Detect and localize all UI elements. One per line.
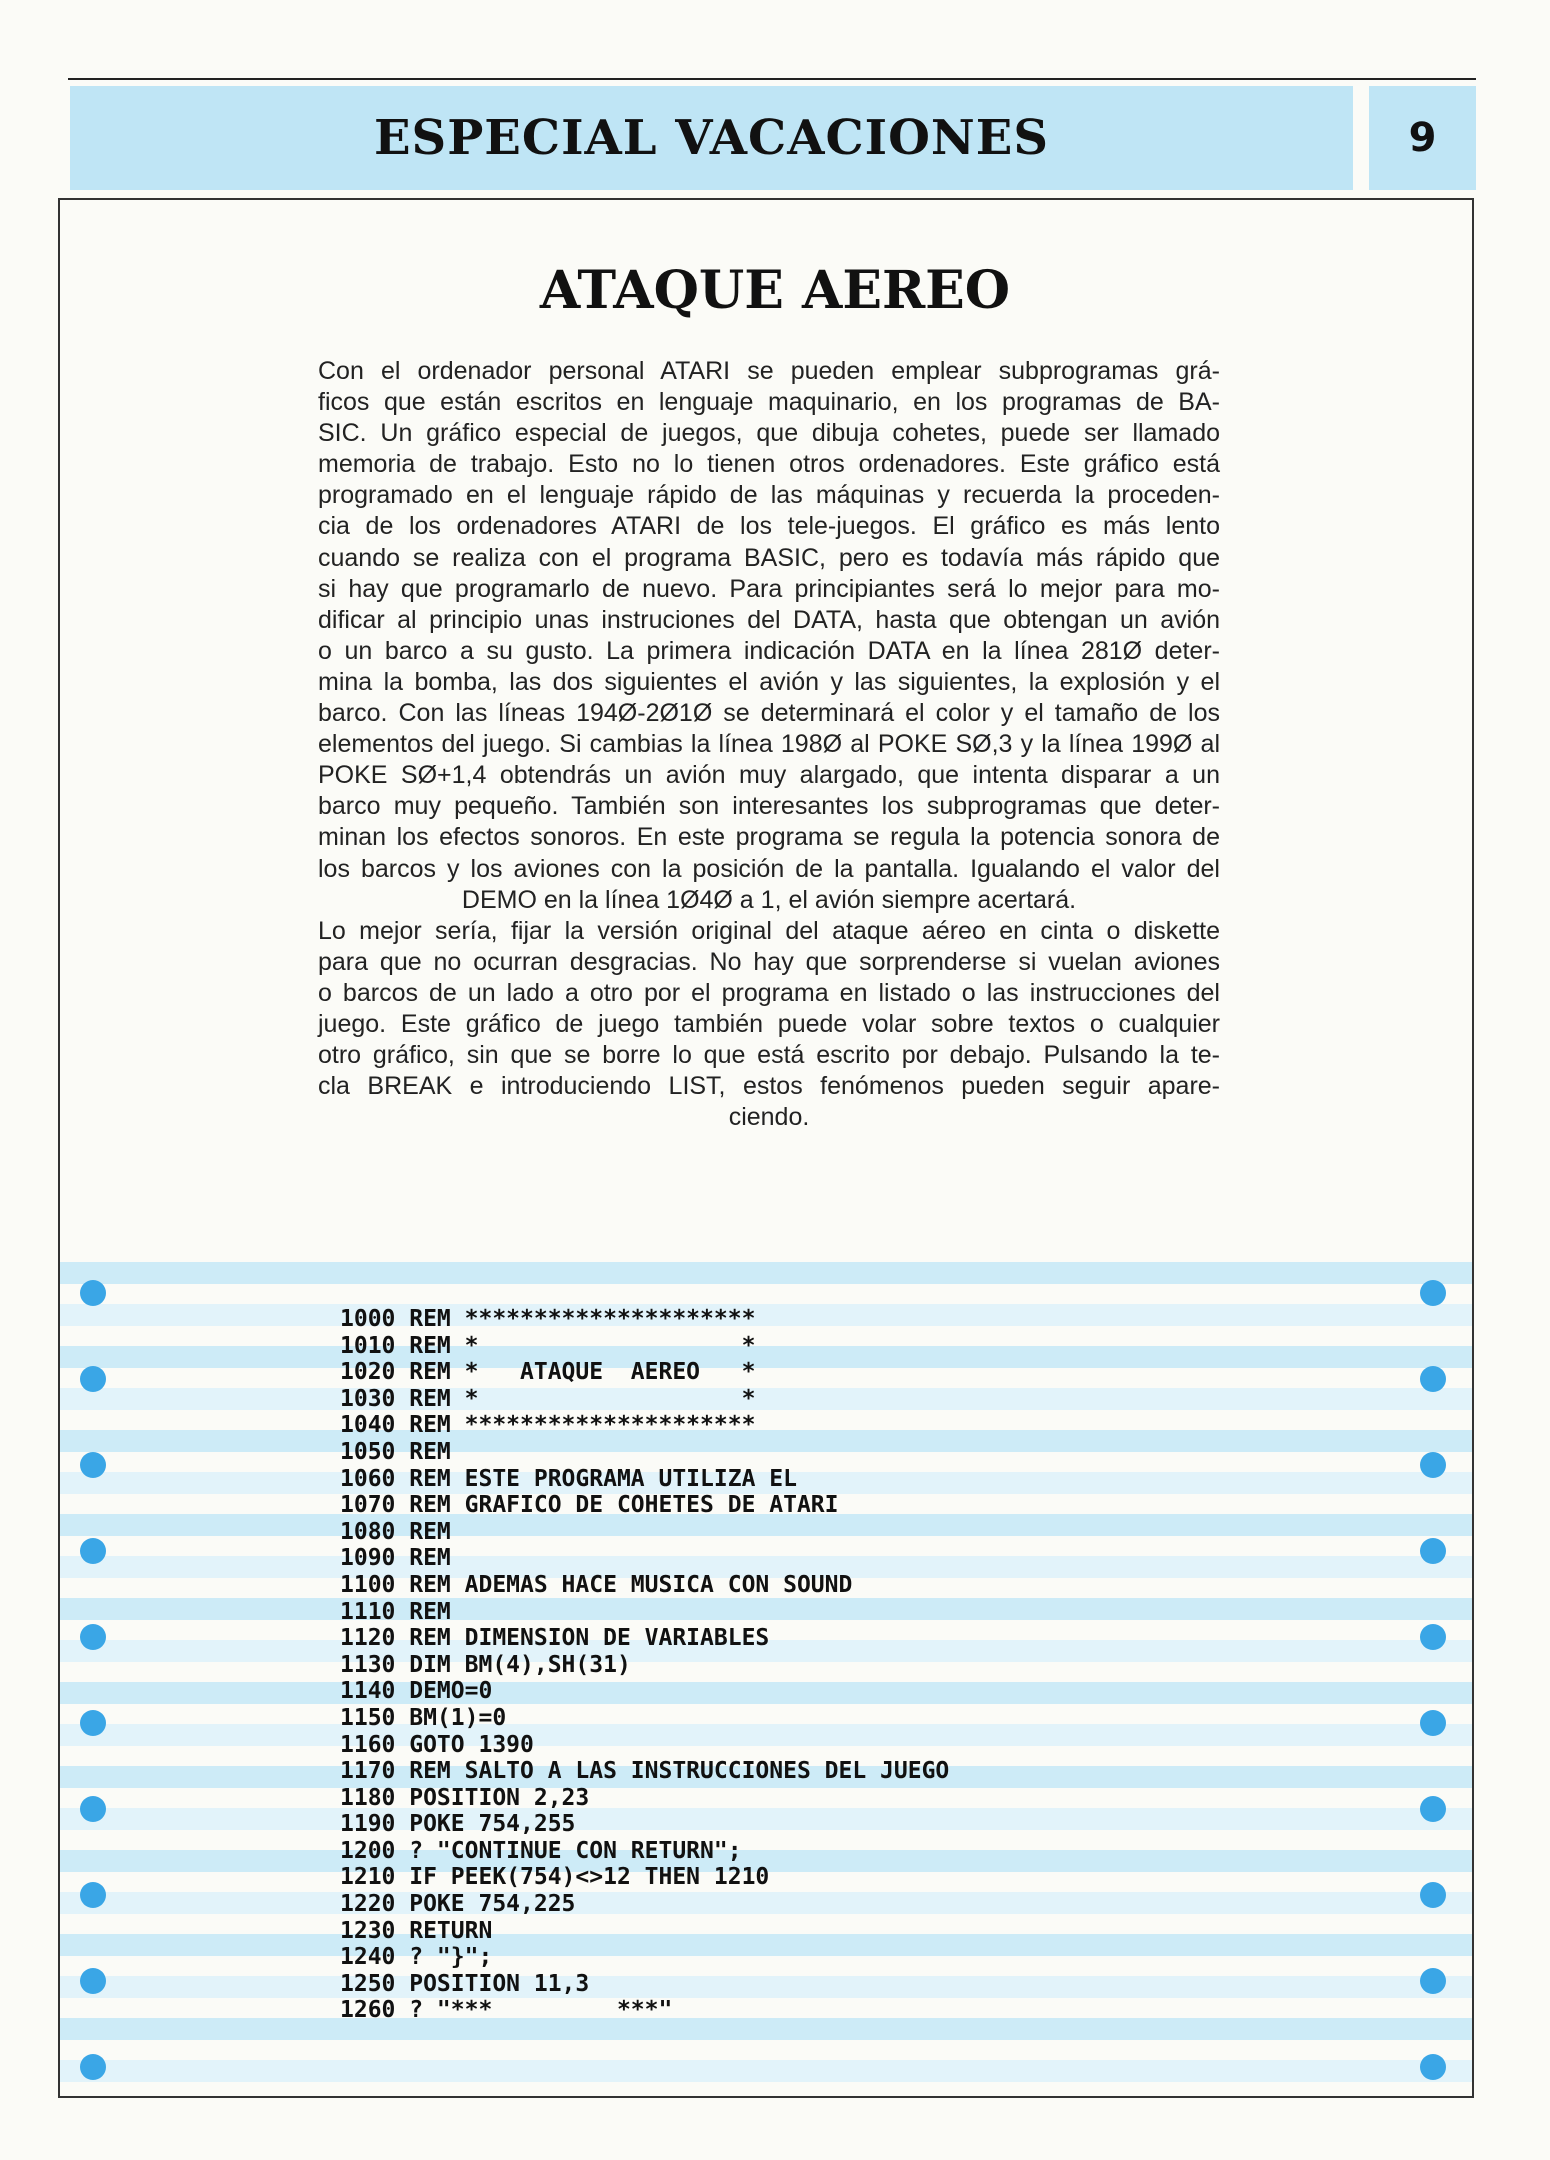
perforation-hole — [1420, 1624, 1446, 1650]
text-line: cuando se realiza con el programa BASIC, pero es todavía más rápido que — [318, 543, 1220, 572]
code-line: 1070 REM GRAFICO DE COHETES DE ATARI — [340, 1492, 839, 1519]
text-line: Con el ordenador personal ATARI se pueden emplear subprogramas grá- — [318, 357, 1220, 385]
code-line: 1190 POKE 754,255 — [340, 1811, 576, 1838]
text-line: programado en el lenguaje rápido de las máquinas y recuerda la proceden- — [318, 481, 1220, 510]
code-line: 1160 GOTO 1390 — [340, 1731, 534, 1758]
code-line: 1140 DEMO=0 — [340, 1678, 493, 1705]
text-line: dificar al principio unas instruciones del DATA, hasta que obtengan un avión — [318, 605, 1220, 634]
text-line: minan los efectos sonoros. En este programa se regula la potencia sonora de — [318, 823, 1220, 852]
paragraph-2 — [318, 916, 1220, 1134]
text-line: cla BREAK e introduciendo LIST, estos fenómenos pueden seguir apare- — [318, 1072, 1220, 1101]
code-line: 1220 POKE 754,225 — [340, 1891, 576, 1918]
perforation-hole — [80, 1796, 106, 1822]
code-line: 1150 BM(1)=0 — [340, 1704, 507, 1731]
basic-listing — [340, 1306, 1240, 2024]
perforation-hole — [80, 1624, 106, 1650]
listing-stripe — [60, 2060, 1472, 2082]
code-line: 1090 REM — [340, 1545, 451, 1572]
code-line: 1040 REM ********************* — [340, 1412, 756, 1439]
text-line: Lo mejor sería, fijar la versión original del ataque aéreo en cinta o diskette — [318, 916, 1220, 945]
code-line: 1030 REM * * — [340, 1385, 756, 1412]
code-line: 1250 POSITION 11,3 — [340, 1970, 590, 1997]
text-line: elementos del juego. Si cambias la línea 198Ø al POKE SØ,3 y la línea 199Ø al — [318, 730, 1220, 759]
perforation-hole — [1420, 1452, 1446, 1478]
text-line: otro gráfico, sin que se borre lo que está escrito por debajo. Pulsando la te- — [318, 1041, 1220, 1070]
code-line: 1110 REM — [340, 1598, 451, 1625]
text-line-last: ciendo. — [728, 1103, 810, 1132]
code-line: 1060 REM ESTE PROGRAMA UTILIZA EL — [340, 1465, 797, 1492]
code-line: 1200 ? "CONTINUE CON RETURN"; — [340, 1837, 742, 1864]
text-line: o un barco a su gusto. La primera indicación DATA en la línea 281Ø deter- — [318, 636, 1220, 665]
text-line: barco. Con las líneas 194Ø-2Ø1Ø se determinará el color y el tamaño de los — [318, 699, 1220, 728]
perforation-hole — [80, 1366, 106, 1392]
perforation-hole — [1420, 1710, 1446, 1736]
text-line: si hay que programarlo de nuevo. Para principiantes será lo mejor para mo- — [318, 574, 1220, 603]
section-title: ESPECIAL VACACIONES — [373, 110, 1050, 166]
code-line: 1210 IF PEEK(754)<>12 THEN 1210 — [340, 1864, 770, 1891]
text-line: ficos que están escritos en lenguaje maquinario, en los programas de BA- — [318, 388, 1220, 417]
text-line: cia de los ordenadores ATARI de los tele-juegos. El gráfico es más lento — [318, 512, 1220, 541]
code-line: 1120 REM DIMENSION DE VARIABLES — [340, 1625, 770, 1652]
text-line: juego. Este gráfico de juego también puede volar sobre textos o cualquier — [318, 1009, 1220, 1038]
code-line: 1080 REM — [340, 1518, 451, 1545]
listing-stripe — [60, 1262, 1472, 1284]
code-line: 1170 REM SALTO A LAS INSTRUCCIONES DEL JUEGO — [340, 1758, 950, 1785]
perforation-right — [1420, 1262, 1448, 2096]
text-line: los barcos y los aviones con la posición de la pantalla. Igualando el valor del — [318, 854, 1220, 883]
article-title: ATAQUE AEREO — [539, 260, 1011, 321]
perforation-hole — [1420, 1882, 1446, 1908]
perforation-hole — [1420, 1968, 1446, 1994]
text-line: memoria de trabajo. Esto no lo tienen otros ordenadores. Este gráfico está — [318, 450, 1220, 479]
perforation-hole — [1420, 1796, 1446, 1822]
text-line: SIC. Un gráfico especial de juegos, que dibuja cohetes, puede ser llamado — [318, 419, 1220, 448]
top-rule — [68, 78, 1476, 80]
page-number: 9 — [1369, 86, 1476, 190]
perforation-hole — [1420, 1366, 1446, 1392]
article-body — [318, 356, 1220, 1133]
perforation-hole — [80, 1452, 106, 1478]
perforation-hole — [80, 2054, 106, 2080]
perforation-hole — [80, 1538, 106, 1564]
code-line: 1050 REM — [340, 1438, 451, 1465]
code-line: 1000 REM ********************* — [340, 1306, 756, 1332]
code-line: 1100 REM ADEMAS HACE MUSICA CON SOUND — [340, 1571, 853, 1598]
text-line-last: DEMO en la línea 1Ø4Ø a 1, el avión siempre acertará. — [461, 885, 1077, 914]
code-line: 1010 REM * * — [340, 1332, 756, 1359]
perforation-hole — [80, 1710, 106, 1736]
text-line: POKE SØ+1,4 obtendrás un avión muy alargado, que intenta disparar a un — [318, 761, 1220, 790]
perforation-hole — [1420, 1280, 1446, 1306]
perforation-left — [80, 1262, 108, 2096]
text-line: barco muy pequeño. También son interesantes los subprogramas que deter- — [318, 792, 1220, 821]
perforation-hole — [1420, 1538, 1446, 1564]
code-line: 1260 ? "*** ***" — [340, 1997, 673, 2024]
code-line: 1230 RETURN — [340, 1917, 493, 1944]
text-line: para que no ocurran desgracias. No hay que sorprenderse si vuelan aviones — [318, 947, 1220, 976]
perforation-hole — [80, 1968, 106, 1994]
perforation-hole — [1420, 2054, 1446, 2080]
paragraph-1 — [318, 356, 1220, 916]
text-line: o barcos de un lado a otro por el programa en listado o las instrucciones del — [318, 978, 1220, 1007]
code-line: 1020 REM * ATAQUE AEREO * — [340, 1359, 756, 1386]
text-line: mina la bomba, las dos siguientes el avión y las siguientes, la explosión y el — [318, 667, 1220, 696]
code-line: 1240 ? "}"; — [340, 1944, 493, 1971]
code-line: 1130 DIM BM(4),SH(31) — [340, 1651, 631, 1678]
perforation-hole — [80, 1882, 106, 1908]
perforation-hole — [80, 1280, 106, 1306]
code-line: 1180 POSITION 2,23 — [340, 1784, 590, 1811]
